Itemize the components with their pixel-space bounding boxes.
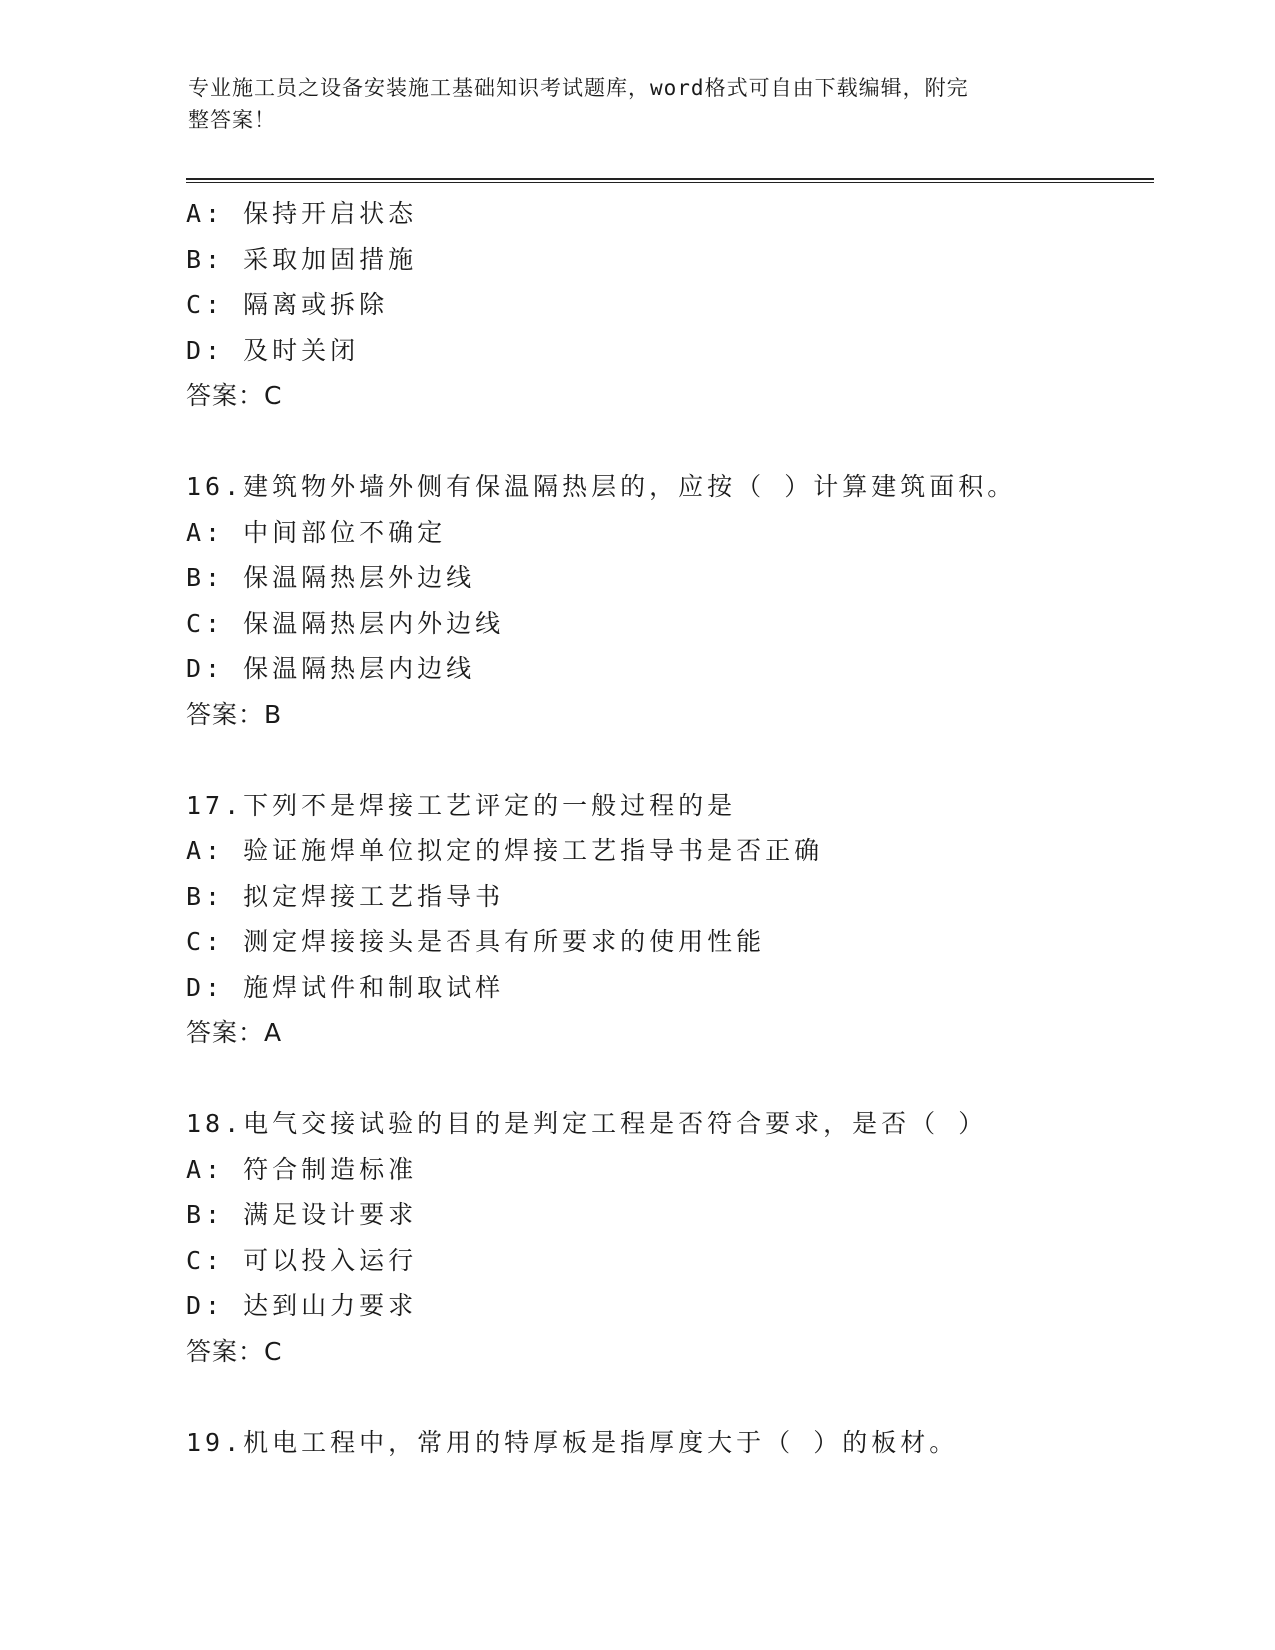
question-15-continued (186, 191, 1146, 419)
question-18 (186, 1101, 1146, 1374)
answer-line: 答案：C (186, 381, 283, 410)
option-b: B: 采取加固措施 (186, 244, 418, 274)
option-a: A: 保持开启状态 (186, 199, 418, 228)
question-spacer (186, 419, 1146, 465)
question-17 (186, 783, 1146, 1056)
option-c: C: 隔离或拆除 (186, 290, 389, 319)
question-text: 19.机电工程中，常用的特厚板是指厚度大于（ ）的板材。 (186, 1427, 959, 1457)
option-d: D: 达到山力要求 (186, 1291, 418, 1320)
option-c: C: 可以投入运行 (186, 1245, 418, 1275)
document-header (188, 72, 1068, 136)
question-spacer (186, 737, 1146, 783)
option-d: D: 施焊试件和制取试样 (186, 972, 505, 1002)
header-title-line-1: 专业施工员之设备安装施工基础知识考试题库，word格式可自由下载编辑，附完 (188, 76, 969, 100)
option-b: B: 满足设计要求 (186, 1200, 418, 1229)
header-divider (186, 178, 1154, 183)
option-d: D: 及时关闭 (186, 335, 360, 365)
question-16 (186, 464, 1146, 737)
question-19 (186, 1420, 1146, 1466)
question-spacer (186, 1374, 1146, 1420)
option-a: A: 验证施焊单位拟定的焊接工艺指导书是否正确 (186, 836, 824, 865)
option-b: B: 保温隔热层外边线 (186, 563, 476, 592)
header-title-line-2: 整答案！ (188, 108, 276, 132)
question-text: 17.下列不是焊接工艺评定的一般过程的是 (186, 790, 737, 820)
option-c: C: 测定焊接接头是否具有所要求的使用性能 (186, 927, 766, 956)
question-spacer (186, 1056, 1146, 1102)
question-text: 16.建筑物外墙外侧有保温隔热层的，应按（ ）计算建筑面积。 (186, 472, 1017, 501)
answer-line: 答案：A (186, 1018, 283, 1047)
option-d: D: 保温隔热层内边线 (186, 654, 476, 683)
option-c: C: 保温隔热层内外边线 (186, 608, 505, 638)
answer-line: 答案：B (186, 699, 283, 729)
answer-line: 答案：C (186, 1336, 283, 1366)
option-a: A: 符合制造标准 (186, 1154, 418, 1184)
question-text: 18.电气交接试验的目的是判定工程是否符合要求，是否（ ） (186, 1109, 988, 1138)
option-b: B: 拟定焊接工艺指导书 (186, 881, 505, 911)
question-list (186, 191, 1146, 1465)
option-a: A: 中间部位不确定 (186, 517, 447, 547)
